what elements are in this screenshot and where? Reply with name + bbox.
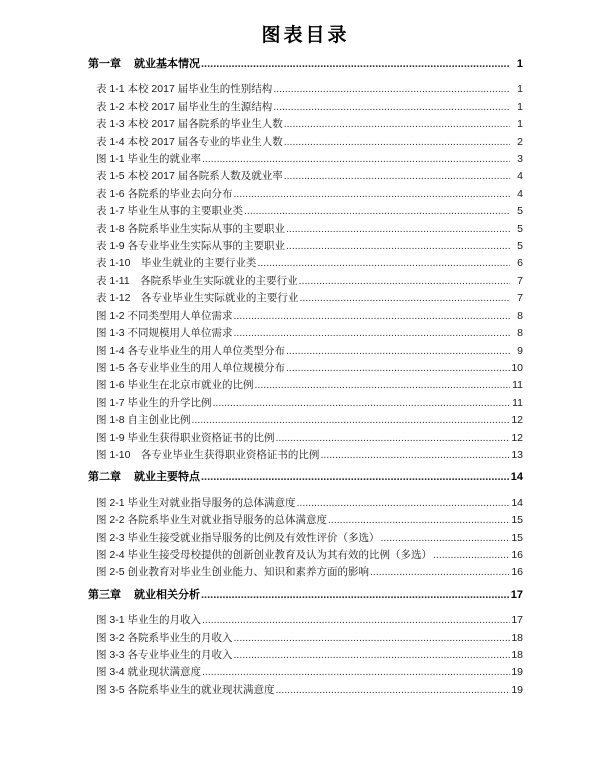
toc-entry-row[interactable] <box>88 151 523 168</box>
dot-leader-icon <box>213 395 510 412</box>
toc-entry-row[interactable] <box>88 430 523 447</box>
toc-entry-row[interactable] <box>88 186 523 203</box>
table-of-contents <box>88 56 523 699</box>
dot-leader-icon <box>276 430 510 447</box>
toc-entry-row[interactable] <box>88 238 523 255</box>
toc-entry-row[interactable] <box>88 630 523 647</box>
page-number: 5 <box>517 205 523 218</box>
dot-leader-icon <box>201 56 510 73</box>
toc-entry-row[interactable] <box>88 647 523 664</box>
page-number: 15 <box>511 531 523 544</box>
page-number: 15 <box>511 514 523 527</box>
page-number: 7 <box>517 274 523 287</box>
chapter-title: 就业基本情况 <box>134 58 200 70</box>
entry-title: 图 3-4 就业现状满意度 <box>96 666 202 679</box>
page-number: 1 <box>517 100 523 113</box>
chapter-title: 就业相关分析 <box>134 588 200 601</box>
dot-leader-icon <box>370 564 510 581</box>
page-number: 4 <box>517 170 523 183</box>
page-number: 5 <box>517 222 523 235</box>
entry-title: 图 2-4 毕业生接受母校提供的创新创业教育及认为其有效的比例（多选） <box>96 548 433 561</box>
chapter-title: 就业主要特点 <box>134 471 200 484</box>
dot-leader-icon <box>276 682 510 699</box>
toc-entry-row[interactable] <box>88 360 523 377</box>
entry-title: 表 1-7 毕业生从事的主要职业类 <box>96 205 244 218</box>
entry-title: 表 1-1 本校 2017 届毕业生的性别结构 <box>96 83 273 96</box>
dot-leader-icon <box>286 238 510 255</box>
page-number: 12 <box>511 431 523 444</box>
entry-title: 图 3-1 毕业生的月收入 <box>96 614 202 627</box>
dot-leader-icon <box>286 343 510 360</box>
toc-entry-row[interactable] <box>88 412 523 429</box>
page-number: 8 <box>517 327 523 340</box>
page-number: 8 <box>517 309 523 322</box>
toc-entry-row[interactable] <box>88 290 523 307</box>
page-number: 7 <box>517 292 523 305</box>
page-number: 17 <box>510 588 523 601</box>
toc-entry-row[interactable] <box>88 377 523 394</box>
dot-leader-icon <box>286 360 510 377</box>
page-number: 19 <box>511 666 523 679</box>
toc-entry-row[interactable] <box>88 512 523 529</box>
chapter-label: 第三章 <box>88 588 121 601</box>
entry-title: 图 1-5 各专业毕业生的用人单位规模分布 <box>96 361 286 374</box>
page-number: 1 <box>516 58 523 70</box>
toc-chapter-row[interactable] <box>88 56 523 73</box>
dot-leader-icon <box>257 255 510 272</box>
entry-title: 表 1-8 各院系毕业生实际从事的主要职业 <box>96 222 286 235</box>
page-number: 11 <box>512 379 523 392</box>
toc-entry-row[interactable] <box>88 395 523 412</box>
toc-entry-row[interactable] <box>88 134 523 151</box>
dot-leader-icon <box>433 547 510 564</box>
entry-title: 表 1-6 各院系的毕业去向分布 <box>96 187 233 200</box>
dot-leader-icon <box>202 612 510 629</box>
entry-title: 图 1-3 不同规模用人单位需求 <box>96 327 233 340</box>
entry-title: 表 1-10 毕业生就业的主要行业类 <box>96 257 257 270</box>
toc-entry-row[interactable] <box>88 343 523 360</box>
toc-chapter-row[interactable] <box>88 587 523 604</box>
page-number: 6 <box>517 257 523 270</box>
dot-leader-icon <box>244 203 510 220</box>
entry-title: 图 1-6 毕业生在北京市就业的比例 <box>96 379 254 392</box>
page-number: 12 <box>511 414 523 427</box>
page-number: 14 <box>511 496 523 509</box>
page-number: 5 <box>517 240 523 253</box>
entry-title: 图 2-5 创业教育对毕业生创业能力、知识和素养方面的影响 <box>96 566 370 579</box>
entry-title: 表 1-12 各专业毕业生实际就业的主要行业 <box>96 292 299 305</box>
page-number: 17 <box>511 614 523 627</box>
dot-leader-icon <box>192 412 510 429</box>
toc-entry-row[interactable] <box>88 495 523 512</box>
entry-title: 图 1-2 不同类型用人单位需求 <box>96 309 233 322</box>
dot-leader-icon <box>255 377 510 394</box>
dot-leader-icon <box>202 151 510 168</box>
entry-title: 图 1-4 各专业毕业生的用人单位类型分布 <box>96 344 286 357</box>
page-number: 3 <box>517 153 523 166</box>
entry-title: 表 1-5 本校 2017 届各院系人数及就业率 <box>96 170 283 183</box>
page-title: 图表目录 <box>261 25 350 46</box>
page-number: 18 <box>511 631 523 644</box>
toc-entry-row[interactable] <box>88 99 523 116</box>
toc-entry-row[interactable] <box>88 273 523 290</box>
dot-leader-icon <box>284 116 510 133</box>
dot-leader-icon <box>320 447 510 464</box>
dot-leader-icon <box>284 168 510 185</box>
page-number: 1 <box>517 83 523 96</box>
entry-title: 表 1-2 本校 2017 届毕业生的生源结构 <box>96 100 273 113</box>
entry-title: 图 1-8 自主创业比例 <box>96 414 191 427</box>
page-number: 14 <box>510 471 523 484</box>
toc-entry-row[interactable] <box>88 564 523 581</box>
chapter-label: 第一章 <box>88 58 121 70</box>
dot-leader-icon <box>234 647 510 664</box>
dot-leader-icon <box>234 630 510 647</box>
entry-title: 图 3-3 各专业毕业生的月收入 <box>96 649 233 661</box>
dot-leader-icon <box>299 290 510 307</box>
entry-title: 图 1-1 毕业生的就业率 <box>96 153 202 166</box>
entry-title: 表 1-9 各专业毕业生实际从事的主要职业 <box>96 240 286 253</box>
toc-entry-row[interactable] <box>88 682 523 699</box>
dot-leader-icon <box>273 99 510 116</box>
dot-leader-icon <box>234 186 510 203</box>
dot-leader-icon <box>286 221 510 238</box>
toc-entry-row[interactable] <box>88 81 523 98</box>
entry-title: 图 2-2 各院系毕业生对就业指导服务的总体满意度 <box>96 514 328 527</box>
page-number: 11 <box>512 396 523 409</box>
page-number: 2 <box>517 135 523 148</box>
toc-entry-row[interactable] <box>88 308 523 325</box>
entry-title: 图 1-9 毕业生获得职业资格证书的比例 <box>96 431 275 444</box>
toc-entry-row[interactable] <box>88 447 523 464</box>
dot-leader-icon <box>284 134 510 151</box>
page-number: 18 <box>511 649 523 661</box>
toc-entry-row[interactable] <box>88 168 523 185</box>
dot-leader-icon <box>299 273 510 290</box>
page-number: 9 <box>517 344 523 357</box>
page-number: 13 <box>511 448 523 461</box>
dot-leader-icon <box>273 81 510 98</box>
page-number: 19 <box>511 683 523 696</box>
page-number: 10 <box>511 361 523 374</box>
dot-leader-icon <box>201 587 510 604</box>
entry-title: 表 1-4 本校 2017 届各专业的毕业生人数 <box>96 135 283 148</box>
entry-title: 图 3-2 各院系毕业生的月收入 <box>96 631 233 644</box>
dot-leader-icon <box>297 495 510 512</box>
dot-leader-icon <box>201 469 510 486</box>
entry-title: 图 2-1 毕业生对就业指导服务的总体满意度 <box>96 496 296 509</box>
toc-entry-row[interactable] <box>88 612 523 629</box>
toc-entry-row[interactable] <box>88 664 523 681</box>
toc-entry-row[interactable] <box>88 547 523 564</box>
toc-entry-row[interactable] <box>88 255 523 272</box>
page-number: 16 <box>511 548 523 561</box>
toc-entry-row[interactable] <box>88 116 523 133</box>
page-number: 4 <box>517 187 523 200</box>
entry-title: 表 1-3 本校 2017 届各院系的毕业生人数 <box>96 118 283 131</box>
toc-entry-row[interactable] <box>88 221 523 238</box>
entry-title: 表 1-11 各院系毕业生实际就业的主要行业 <box>96 274 298 287</box>
dot-leader-icon <box>381 530 510 547</box>
entry-title: 图 1-10 各专业毕业生获得职业资格证书的比例 <box>96 448 320 461</box>
toc-entry-row[interactable] <box>88 530 523 547</box>
entry-title: 图 1-7 毕业生的升学比例 <box>96 396 212 409</box>
toc-entry-row[interactable] <box>88 203 523 220</box>
dot-leader-icon <box>234 325 510 342</box>
page-number: 16 <box>511 566 523 579</box>
toc-entry-row[interactable] <box>88 325 523 342</box>
chapter-label: 第二章 <box>88 471 121 484</box>
page-number: 1 <box>517 118 523 131</box>
dot-leader-icon <box>328 512 510 529</box>
dot-leader-icon <box>202 664 510 681</box>
dot-leader-icon <box>234 308 510 325</box>
entry-title: 图 2-3 毕业生接受就业指导服务的比例及有效性评价（多选） <box>96 531 380 544</box>
entry-title: 图 3-5 各院系毕业生的就业现状满意度 <box>96 683 275 696</box>
toc-chapter-row[interactable] <box>88 469 523 486</box>
